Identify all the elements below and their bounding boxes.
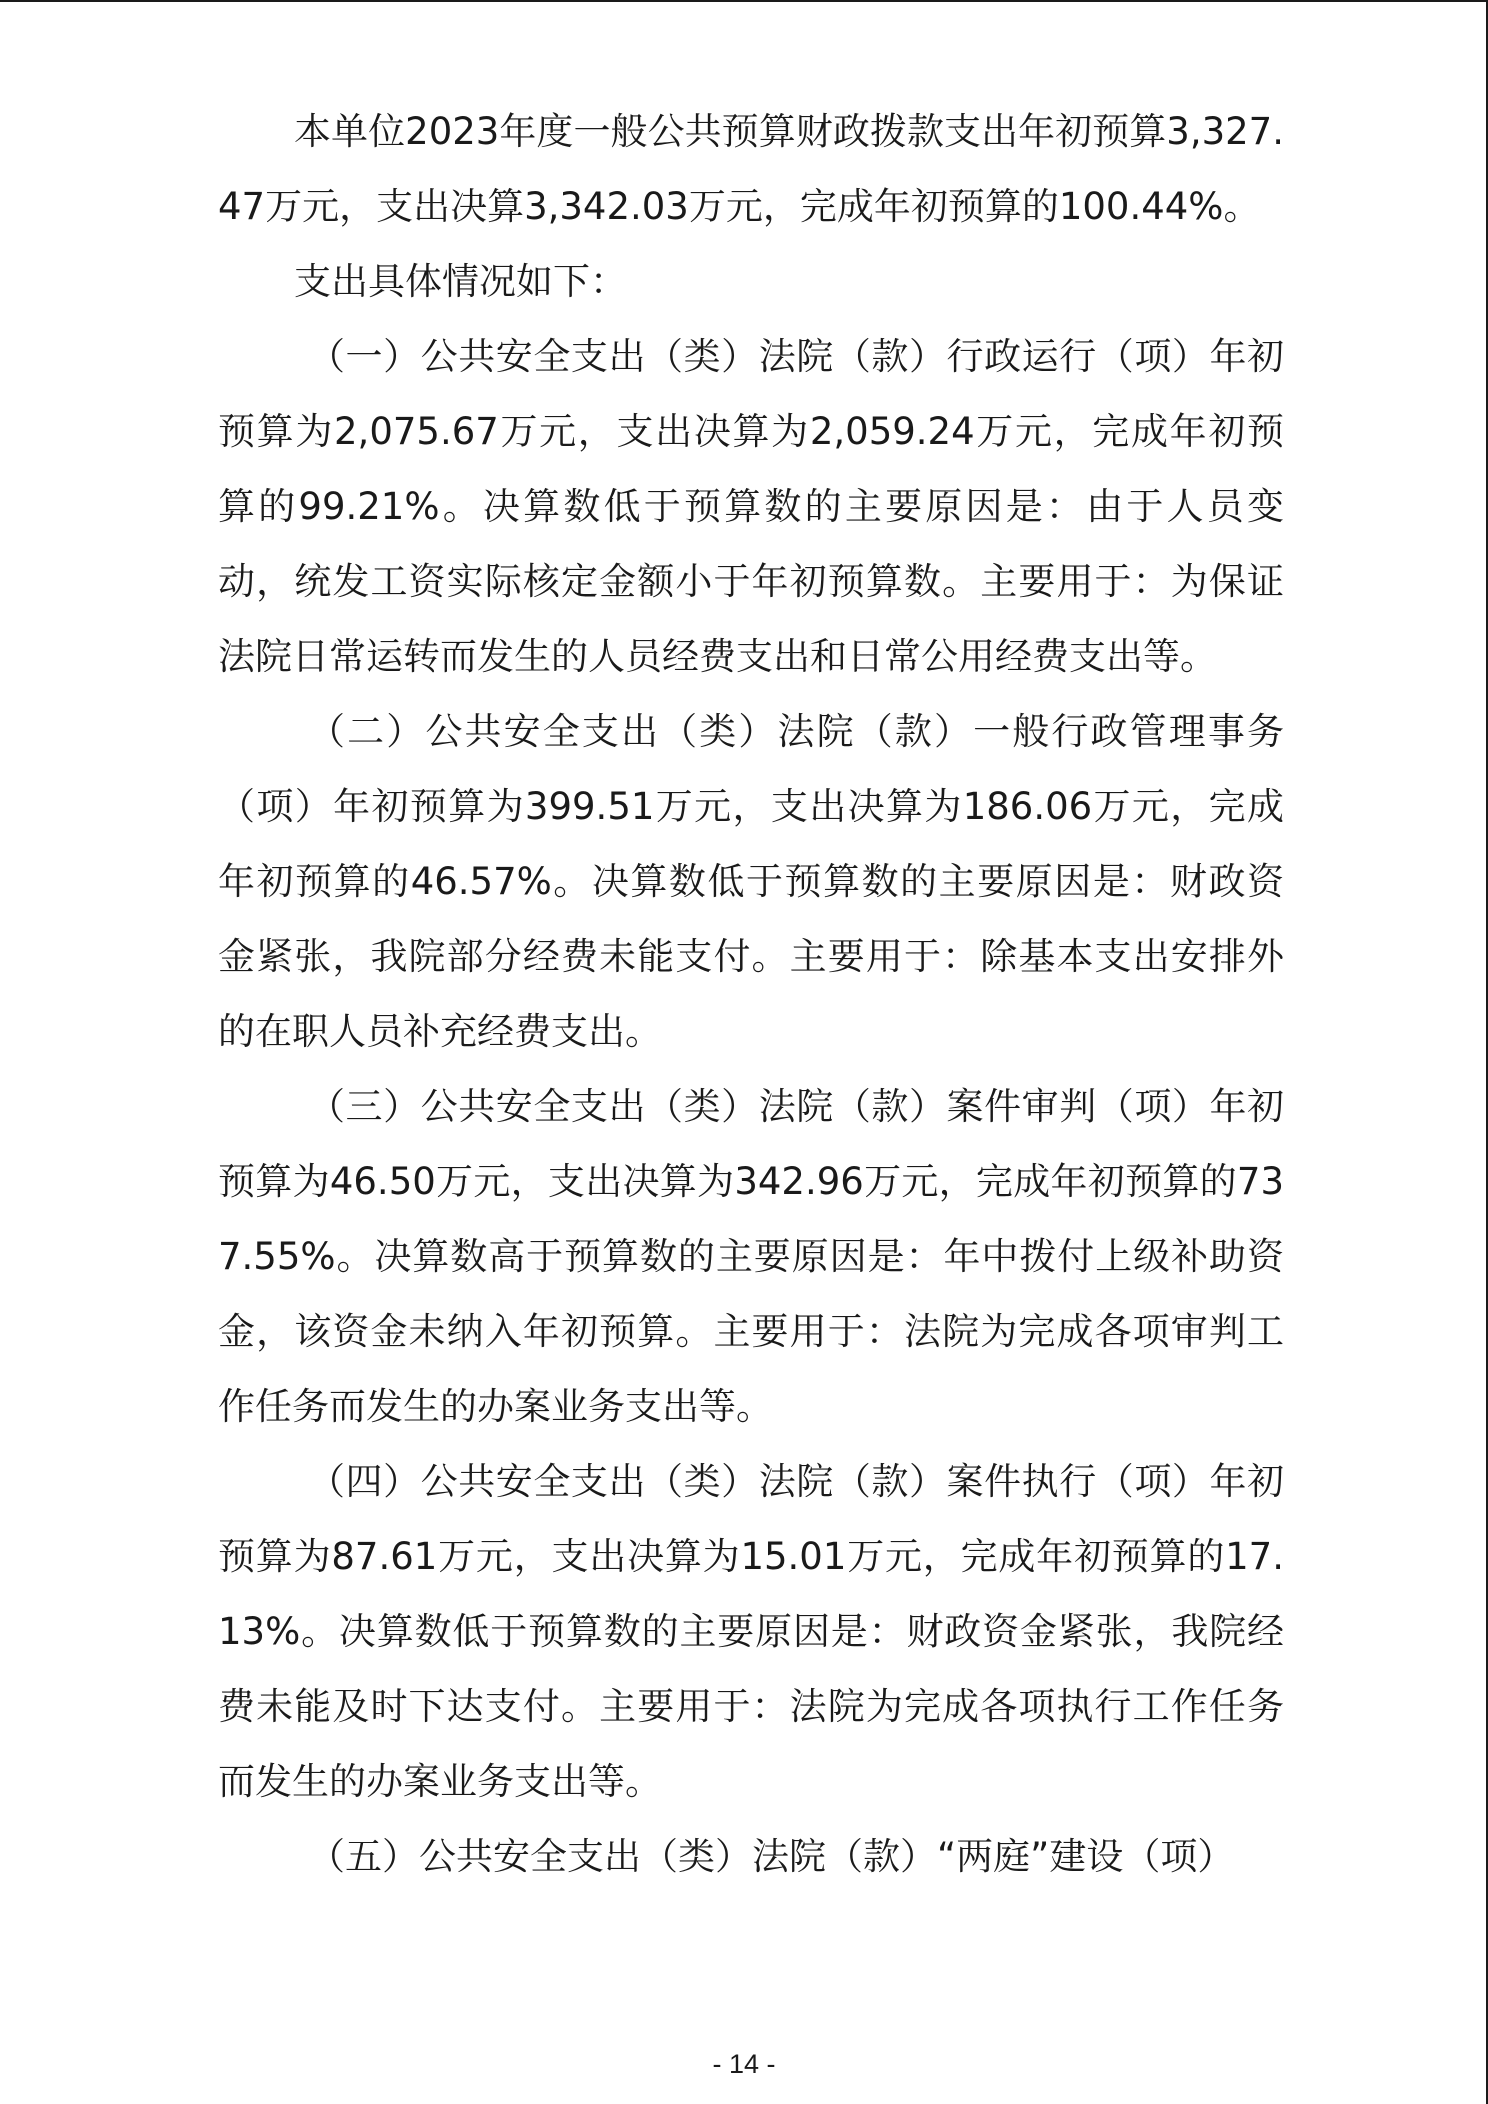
paragraph-item-5: （五）公共安全支出（类）法院（款）“两庭”建设（项） xyxy=(308,1835,1235,1878)
paragraph-details-heading: 支出具体情况如下： xyxy=(294,260,627,303)
paragraph-item-1: （一）公共安全支出（类）法院（款）行政运行（项）年初预算为2,075.67万元，支出决算为2,059.24万元，完成年初预算的99.21%。决算数低于预算数的主要原因是：由于人员变动，统发工资实际核定金额小于年初预算数。主要用于：为保证法院日常运转而发生的人员经费支出和日常公用经费支出等。 xyxy=(218,335,1284,678)
paragraph-item-2: （二）公共安全支出（类）法院（款）一般行政管理事务（项）年初预算为399.51万元，支出决算为186.06万元，完成年初预算的46.57%。决算数低于预算数的主要原因是：财政资金紧张，我院部分经费未能支付。主要用于：除基本支出安排外的在职人员补充经费支出。 xyxy=(218,710,1284,1053)
paragraph-item-3: （三）公共安全支出（类）法院（款）案件审判（项）年初预算为46.50万元，支出决算为342.96万元，完成年初预算的737.55%。决算数高于预算数的主要原因是：年中拨付上级补助资金，该资金未纳入年初预算。主要用于：法院为完成各项审判工作任务而发生的办案业务支出等。 xyxy=(218,1085,1284,1428)
paragraph-intro: 本单位2023年度一般公共预算财政拨款支出年初预算3,327.47万元，支出决算3,342.03万元，完成年初预算的100.44%。 xyxy=(218,110,1284,228)
page-body xyxy=(218,94,1284,1894)
page-number: - 14 - xyxy=(712,2049,776,2079)
paragraph-item-4: （四）公共安全支出（类）法院（款）案件执行（项）年初预算为87.61万元，支出决算为15.01万元，完成年初预算的17.13%。决算数低于预算数的主要原因是：财政资金紧张，我院经费未能及时下达支付。主要用于：法院为完成各项执行工作任务而发生的办案业务支出等。 xyxy=(218,1460,1284,1803)
